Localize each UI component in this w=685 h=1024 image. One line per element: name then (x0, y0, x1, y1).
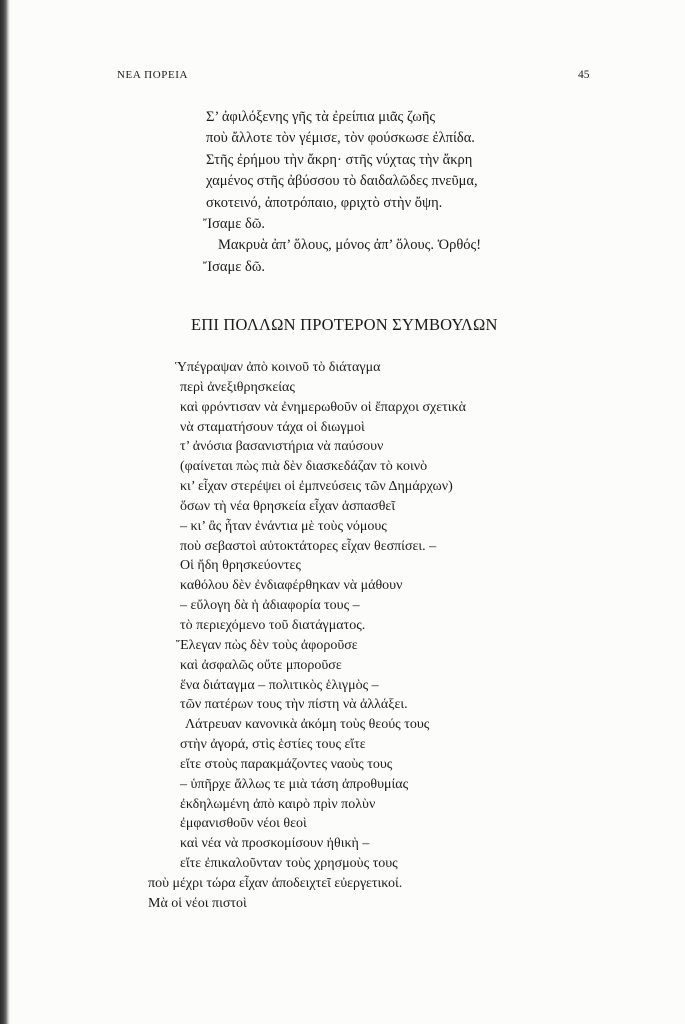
verse-line: καὶ φρόντισαν νὰ ἐνημερωθοῦν οἱ ἔπαρχοι σχετικὰ (180, 399, 466, 415)
verse-line: Οἱ ἤδη θρησκεύοντες (180, 558, 301, 574)
poem-title: ΕΠΙ ΠΟΛΛΩΝ ΠΡΟΤΕΡΟΝ ΣΥΜΒΟΥΛΩΝ (191, 315, 498, 334)
verse-line: κι’ εἶχαν στερέψει οἱ ἐμπνεύσεις τῶν Δημάρχων) (180, 479, 453, 495)
verse-line: τῶν πατέρων τους τὴν πίστη νὰ ἀλλάξει. (180, 697, 408, 713)
verse-line: εἴτε στοὺς παρακμάζοντες ναοὺς τους (180, 756, 393, 772)
verse-line: Μακρυὰ ἀπ’ ὅλους, μόνος ἀπ’ ὅλους. Ὀρθός! (218, 237, 482, 254)
verse-line: χαμένος στῆς ἀβύσσου τὸ δαιδαλῶδες πνεῦμα, (206, 173, 478, 190)
verse-line: Μὰ οἱ νέοι πιστοὶ (148, 895, 247, 911)
verse-line: – ὑπῆρχε ἄλλως τε μιὰ τάση ἀπροθυμίας (180, 776, 409, 792)
running-head: ΝΕΑ ΠΟΡΕΙΑ (117, 69, 189, 81)
verse-line: περὶ ἀνεξιθρησκείας (180, 379, 295, 395)
previous-poem-ending (203, 107, 482, 278)
verse-line: – κι’ ἂς ἦταν ἐνάντια μὲ τοὺς νόμους (180, 518, 387, 534)
verse-line: τὸ περιεχόμενο τοῦ διατάγματος. (180, 617, 366, 633)
verse-line: Ἴσαμε δῶ. (203, 258, 265, 275)
verse-line: σκοτεινό, ἀποτρόπαιο, φριχτὸ στὴν ὄψη. (206, 194, 443, 211)
verse-line: ἕνα διάταγμα – πολιτικὸς ἑλιγμὸς – (180, 677, 379, 693)
verse-line: (φαίνεται πὼς πιὰ δὲν διασκεδάζαν τὸ κοινὸ (180, 459, 428, 475)
verse-line: καὶ ἀσφαλῶς οὔτε μποροῦσε (180, 657, 342, 673)
verse-line: ἐκδηλωμένη ἀπὸ καιρὸ πρὶν πολὺν (180, 796, 376, 812)
verse-line: καὶ νέα νὰ προσκομίσουν ἠθικὴ – (180, 836, 370, 852)
verse-line: ὅσων τὴ νέα θρησκεία εἶχαν ἀσπασθεῖ (180, 498, 396, 514)
verse-line: καθόλου δὲν ἐνδιαφέρθηκαν νὰ μάθουν (180, 578, 403, 594)
verse-line: Ἴσαμε δῶ. (203, 216, 265, 233)
verse-line: Ἔλεγαν πὼς δὲν τοὺς ἀφοροῦσε (176, 637, 358, 653)
verse-line: νὰ σταματήσουν τάχα οἱ διωγμοὶ (180, 419, 365, 435)
verse-line: Λάτρευαν κανονικὰ ἀκόμη τοὺς θεούς τους (185, 717, 430, 733)
binding-shadow (0, 0, 10, 1024)
verse-line: ἐμφανισθοῦν νέοι θεοὶ (180, 816, 307, 832)
verse-line: Στῆς ἐρήμου τὴν ἄκρη· στῆς νύχτας τὴν ἄκρη (206, 151, 473, 168)
verse-line: Σ’ ἀφιλόξενης γῆς τὰ ἐρείπια μιᾶς ζωῆς (206, 109, 436, 125)
verse-line: εἴτε ἐπικαλοῦνταν τοὺς χρησμοὺς τους (180, 856, 398, 872)
verse-line: τ’ ἀνόσια βασανιστήρια νὰ παύσουν (180, 439, 384, 455)
verse-line: ποὺ μέχρι τώρα εἶχαν ἀποδειχτεῖ εὐεργετικοί. (148, 875, 403, 891)
page-number: 45 (578, 69, 590, 81)
verse-line: Ὑπέγραψαν ἀπὸ κοινοῦ τὸ διάταγμα (175, 360, 381, 375)
verse-line: ποὺ σεβαστοὶ αὐτοκτάτορες εἶχαν θεσπίσει. – (180, 538, 437, 554)
verse-line: στὴν ἀγορά, στὶς ἑστίες τους εἴτε (180, 737, 366, 753)
poem-body (148, 358, 466, 914)
verse-line: – εὔλογη δὰ ἡ ἀδιαφορία τους – (180, 598, 360, 614)
verse-line: ποὺ ἄλλοτε τὸν γέμισε, τὸν φούσκωσε ἐλπίδα. (206, 130, 475, 147)
